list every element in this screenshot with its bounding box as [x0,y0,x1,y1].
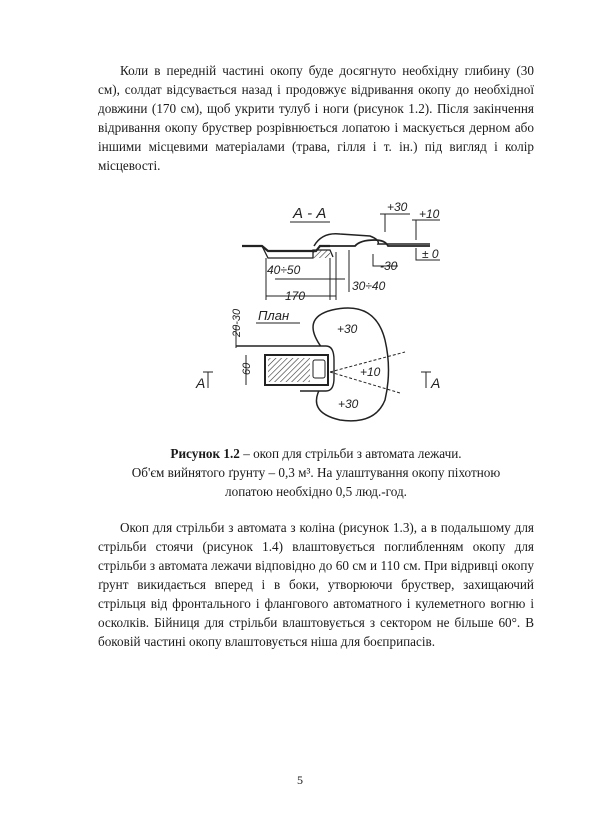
caption-label: Рисунок 1.2 [170,446,240,461]
section-mark-right: А [431,375,441,391]
elev-plus30: +30 [387,200,408,214]
plan-plus30-top: +30 [337,322,358,336]
section-mark-left: А [196,375,206,391]
plan-view [195,308,440,421]
plan-title: План [258,308,290,323]
section-view [242,200,440,303]
section-title: А - А [293,205,327,222]
width60-label: 60 [241,362,253,375]
paragraph-2: Окоп для стрільби з автомата з коліна (рисунок 1.3), а в подальшому для стрільби стоячи (рисунок 1.4) влаштовується поглибленням окопу для стрільби з автомата лежачи відповідно до 60 см и 110 см. При відривці окопу ґрунт викидається вперед і в боки, утворюючи бруствер, захищаючий стрільця від фронтального і флангового автоматного і кулеметного вогню і осколків. Бійниця для стрільби влаштовується з сектором не більше 60°. В боковій частині окопу влаштовується ніша для боєприпасів. [98,520,534,649]
figure-caption [98,444,534,463]
caption-text: – окоп для стрільби з автомата лежачи. [239,446,462,461]
paragraph-1: Коли в передній частині окопу буде досягнуто необхідну глибину (30 см), солдат відсувається назад і продовжує відривання окопу до необхідної довжини (170 см), щоб укрити тулуб і ноги (рисунок 1.2). Після закінчення відривання окопу бруствер розрівнюється лопатою і маскується дерном або іншими місцевими матеріалами (трава, гілля і т. ін.) під вигляд і колір місцевості. [98,63,534,173]
elev-minus30: -30 [380,259,398,273]
plan-plus30-bottom: +30 [338,397,359,411]
caption-line-3: лопатою необхідно 0,5 люд.-год. [225,484,407,499]
width-label: 30÷40 [352,279,386,293]
caption-line-2: Об'єм вийнятого ґрунту – 0,3 м³. На улаштування окопу піхотною [131,465,501,480]
depth-label: 40÷50 [267,263,301,277]
elev-plus10: +10 [419,207,440,221]
plan-plus10: +10 [360,365,381,379]
side-range-label: 20-30 [231,308,243,337]
elev-zero: ± 0 [422,247,439,261]
page-number: 5 [297,773,303,787]
length-label: 170 [285,289,306,303]
